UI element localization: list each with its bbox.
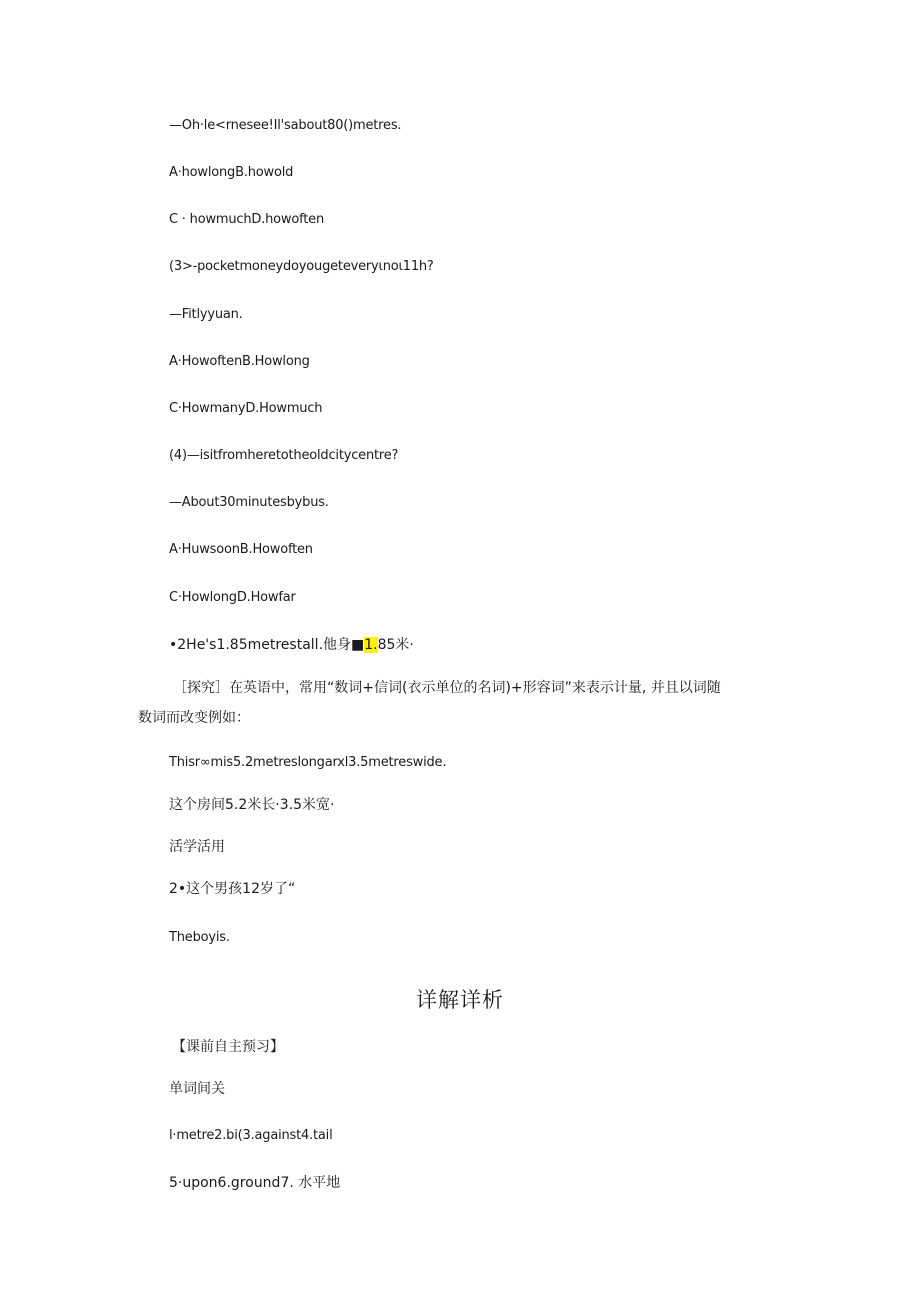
translation-line: 这个房间5.2米长·3.5米宽·	[169, 797, 335, 813]
highlighted-text: 1.	[364, 637, 378, 653]
answer-options: A·howlongB.howold	[169, 165, 294, 180]
answer-options: C · howmuchD.howoften	[169, 212, 324, 227]
subheading: 活学活用	[169, 839, 225, 855]
dialogue-line: —Fitlyyuan.	[169, 307, 243, 322]
subheading: 单词间关	[169, 1081, 225, 1097]
answer-line: l·metre2.bi(3.against4.tail	[169, 1128, 333, 1143]
exercise-line: 2•这个男孩12岁了“	[169, 881, 296, 897]
answer-options: C·HowlongD.Howfar	[169, 590, 296, 605]
explore-line-1: ［探究］在英语中，常用“数词+信词(衣示单位的名词)+形容词”来表示计量, 并且以词随	[173, 680, 721, 696]
answer-options: C·HowmanyD.Howmuch	[169, 401, 323, 416]
answer-line: 5·upon6.ground7. 水平地	[169, 1175, 341, 1191]
example-sentence	[169, 636, 414, 654]
explore-paragraph	[138, 673, 788, 733]
question-line: (3>-pocketmoneydoyougeteveryιnoι11h?	[169, 259, 434, 274]
exercise-line: Theboyis.	[169, 930, 230, 945]
subsection-heading: 【课前自主预习】	[172, 1039, 284, 1055]
question-line: (4)—isitfromheretotheoldcitycentre?	[169, 448, 399, 463]
dialogue-line: —About30minutesbybus.	[169, 495, 329, 510]
example-sentence: Thisr∞mis5.2metreslongarxl3.5metreswide.	[169, 755, 447, 770]
answer-options: A·HowoftenB.Howlong	[169, 354, 310, 369]
example-text: •2He's1.85metrestall.他身■	[169, 637, 365, 653]
answer-options: A·HuwsoonB.Howoften	[169, 542, 313, 557]
section-title: 详解详析	[416, 988, 504, 1012]
explore-line-2: 数词而改变例如：	[138, 710, 250, 726]
dialogue-line: —Oh·le<rnesee!Il'sabout80()metres.	[169, 118, 402, 133]
example-text: 85米·	[377, 637, 414, 653]
